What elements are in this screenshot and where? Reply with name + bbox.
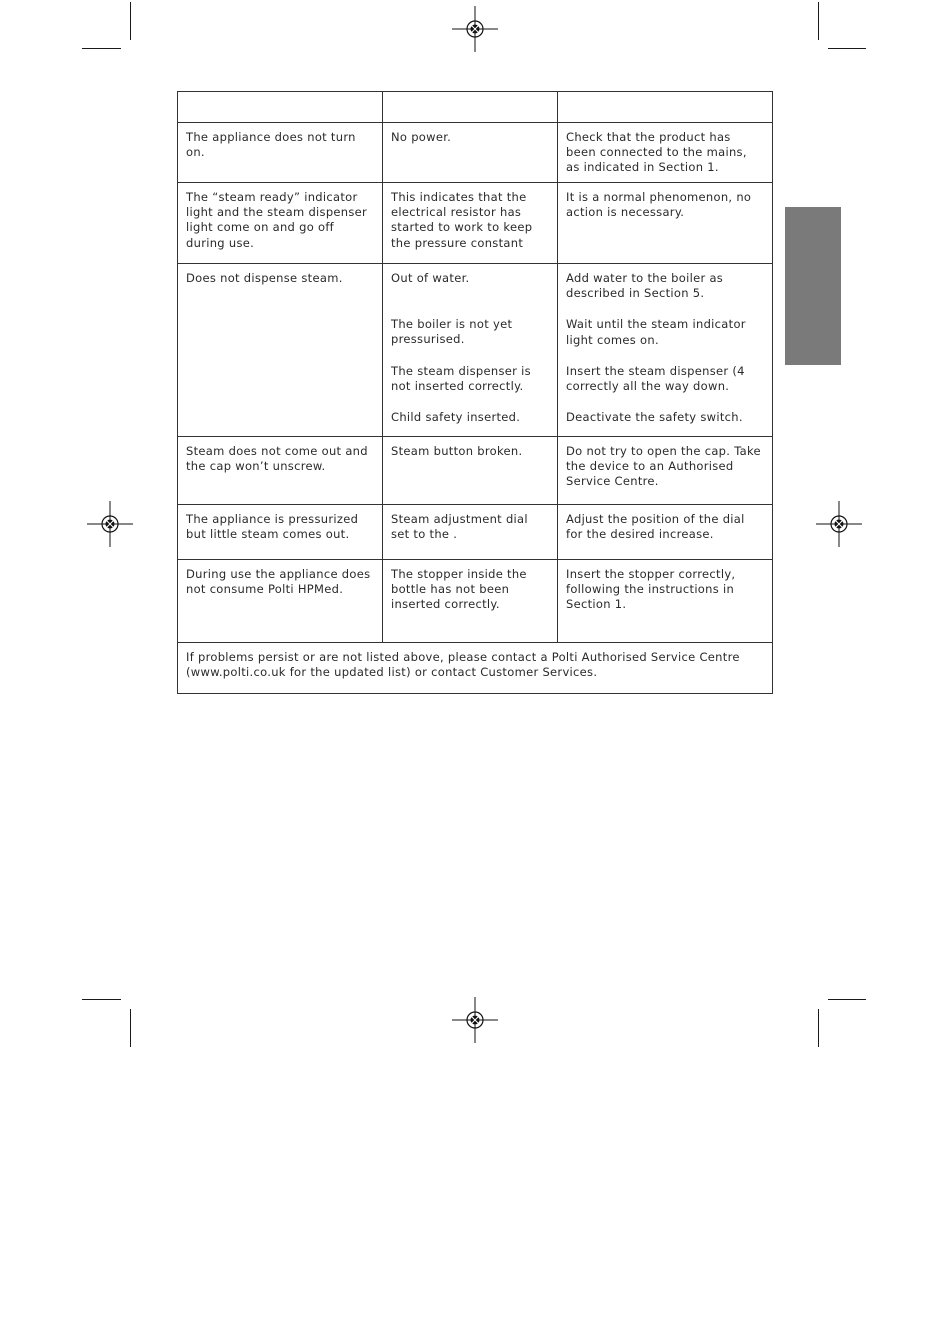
crop-mark-bottom-right-horizontal [828,999,866,1000]
solution-cell [558,560,773,643]
cause-text: Steam button broken. [391,444,523,458]
problem-cell: The appliance is pressurized but little steam comes out. [178,505,383,560]
table-row [178,437,773,505]
cause-text: The steam dispenser is not inserted correctly. [391,363,531,393]
crop-mark-top-right-horizontal [828,48,866,49]
table-header-row [178,92,773,123]
cause-text: The boiler is not yet pressurised. [391,317,513,347]
header-cause [383,92,558,123]
table-footer-row [178,643,773,694]
solution-text: Add water to the boiler as described in Section 5. [566,271,724,301]
solution-cell [558,123,773,183]
crop-mark-top-left-horizontal [82,48,121,49]
problem-cell: During use the appliance does not consume Polti HPMed. [178,560,383,643]
solution-cell [558,264,773,437]
crop-mark-bottom-right-vertical [818,1009,819,1047]
cause-text: Child safety inserted. [391,410,521,425]
problem-cell: Does not dispense steam. [178,264,383,437]
table-row [178,123,773,183]
registration-mark-left-icon [87,501,133,547]
registration-mark-bottom-icon [452,997,498,1043]
cause-text: Steam adjustment dial set to the . [391,512,528,542]
solution-text: Insert the steam dispenser (4 correctly all the way down. [566,363,745,394]
table-row [178,183,773,264]
solution-text: Insert the stopper correctly, following the instructions in Section 1. [566,567,736,612]
header-problem [178,92,383,123]
table-row [178,560,773,643]
solution-text: Do not try to open the cap. Take the device to an Authorised Service Centre. [566,444,761,489]
table-row [178,505,773,560]
crop-mark-top-right-vertical [818,2,819,40]
cause-text: No power. [391,130,452,144]
solution-text: Adjust the position of the dial for the desired increase. [566,512,745,542]
solution-cell [558,505,773,560]
cause-text: The stopper inside the bottle has not been inserted correctly. [391,567,527,612]
solution-text: It is a normal phenomenon, no action is necessary. [566,190,752,220]
cause-text: Out of water. [391,271,470,285]
solution-text: Deactivate the safety switch. [566,410,743,425]
solution-cell [558,183,773,264]
cause-cell [383,560,558,643]
language-side-tab [785,207,841,365]
problem-cell: Steam does not come out and the cap won’t unscrew. [178,437,383,505]
solution-text: Wait until the steam indicator light comes on. [566,317,746,347]
crop-mark-bottom-left-horizontal [82,999,121,1000]
crop-mark-bottom-left-vertical [130,1009,131,1047]
footer-note: If problems persist or are not listed above, please contact a Polti Authorised Service Centre (www.polti.co.uk for the updated list) or contact Customer Services. [178,643,773,694]
solution-cell [558,437,773,505]
cause-cell [383,264,558,437]
troubleshooting-table [177,91,773,694]
problem-cell: The “steam ready” indicator light and the steam dispenser light come on and go off during use. [178,183,383,264]
registration-mark-top-icon [452,6,498,52]
registration-mark-right-icon [816,501,862,547]
header-solution [558,92,773,123]
table-row [178,264,773,437]
cause-cell [383,123,558,183]
cause-cell [383,505,558,560]
cause-cell [383,183,558,264]
solution-text: Check that the product has been connected to the mains, as indicated in Section 1. [566,130,747,175]
problem-cell: The appliance does not turn on. [178,123,383,183]
crop-mark-top-left-vertical [130,2,131,40]
cause-text: This indicates that the electrical resistor has started to work to keep the pressure constant [391,190,533,250]
cause-cell [383,437,558,505]
